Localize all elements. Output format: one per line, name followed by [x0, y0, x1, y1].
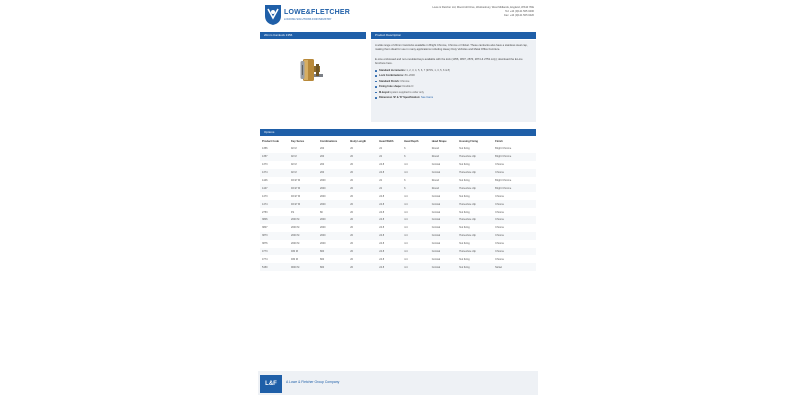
column-header: Product Code — [262, 139, 280, 143]
table-cell: 4.4 — [402, 216, 430, 224]
table-cell: 20 — [350, 242, 354, 246]
table-cell: Chrome — [493, 248, 536, 256]
table-cell: 93-97 M — [290, 194, 301, 198]
table-cell: Nut fixing — [459, 242, 470, 246]
table-cell: 20 — [348, 232, 377, 240]
table-cell: Conical — [431, 257, 441, 261]
table-cell: 5150 — [260, 263, 289, 271]
table-cell: 4.4 — [402, 248, 430, 256]
table-cell: 1374 — [260, 169, 289, 177]
camlock-icon — [300, 56, 324, 86]
column-header: Head Shape — [431, 139, 447, 143]
table-cell: 200 — [319, 163, 325, 167]
table-cell: 20 — [350, 163, 354, 167]
spec-label: Standard Finish: — [379, 79, 400, 83]
table-cell: 2000 — [318, 200, 348, 208]
table-cell: Horseshoe clip — [457, 248, 493, 256]
table-cell: 6 — [404, 179, 406, 182]
table-cell: Bright Chrome — [495, 179, 512, 182]
table-cell: 20 — [348, 153, 377, 161]
table-cell: Chrome — [493, 200, 536, 208]
table-cell: 3876 — [262, 242, 268, 246]
table-cell: 2000 M — [290, 226, 300, 230]
spec-value: Chrome — [400, 79, 410, 83]
table-row — [260, 153, 536, 161]
table-cell: 93-97 M — [289, 184, 318, 192]
column-header: Body Length — [350, 139, 367, 143]
table-cell: 24.8 — [379, 226, 385, 230]
table-cell: 4773 — [260, 248, 289, 256]
table-cell: Nut fixing — [459, 179, 470, 182]
table-cell: 20 — [350, 226, 354, 230]
table-cell: 4.4 — [404, 163, 408, 167]
table-row — [260, 224, 536, 232]
table-cell: 3807 — [262, 226, 268, 230]
table-cell: 2000 — [318, 232, 348, 240]
table-cell: Nut fixing — [459, 194, 470, 198]
table-cell: Round — [430, 184, 458, 192]
table-cell: FS — [290, 210, 295, 214]
table-cell: Conical — [430, 169, 458, 177]
table-cell: Conical — [431, 194, 441, 198]
table-cell: 2000 M — [289, 216, 318, 224]
table-cell: Horseshoe clip — [457, 200, 493, 208]
table-cell: 20 — [350, 210, 354, 214]
table-cell: 200 — [318, 169, 348, 177]
phone-line: Tel: +44 (0)121 505 0400 — [505, 10, 534, 13]
table-cell: 24.8 — [377, 263, 402, 271]
table-cell: Chrome — [495, 194, 505, 198]
table-cell: Nut fixing — [459, 226, 470, 230]
table-cell: 1447 — [260, 184, 289, 192]
group-company-text: A Lowe & Fletcher Group Company — [286, 380, 340, 384]
table-cell: 20 — [350, 179, 354, 182]
shield-logo-icon — [264, 4, 282, 26]
table-cell: 92 M — [290, 147, 297, 151]
table-cell: Horseshoe clip — [457, 216, 493, 224]
table-cell: Nut fixing — [459, 147, 470, 151]
table-cell: Nut fixing — [459, 210, 470, 214]
table-cell: 6 — [402, 184, 430, 192]
table-cell: Chrome — [493, 232, 536, 240]
table-cell: Round — [431, 179, 440, 182]
table-cell: 22 — [377, 184, 402, 192]
table-cell: 2000 — [319, 179, 326, 182]
table-cell: 2000 — [319, 242, 326, 246]
table-cell: 24.8 — [377, 216, 402, 224]
table-cell: Round — [430, 153, 458, 161]
table-cell: 22 — [377, 153, 402, 161]
table-row — [260, 200, 536, 208]
table-row — [260, 192, 536, 200]
column-header: Combinations — [319, 139, 338, 143]
table-cell: Nickel — [493, 263, 536, 271]
table-cell: Conical — [430, 263, 458, 271]
table-cell: 20 — [350, 147, 354, 151]
table-cell: Conical — [431, 242, 441, 246]
table-cell: 93-97 M — [289, 200, 318, 208]
table-cell: Conical — [430, 248, 458, 256]
table-cell: 4.4 — [404, 226, 408, 230]
table-cell: Chrome — [495, 226, 505, 230]
table-cell: Horseshoe clip — [457, 232, 493, 240]
spec-item — [375, 95, 531, 100]
column-header: Finish — [495, 139, 503, 143]
table-cell: 4.4 — [404, 194, 408, 198]
table-cell: 20 — [348, 216, 377, 224]
column-header: Housing Fixing — [459, 139, 479, 143]
table-cell: Chrome — [495, 210, 505, 214]
table-cell: 800 — [318, 248, 348, 256]
table-cell: Chrome — [493, 216, 536, 224]
table-cell: 1373 — [262, 163, 268, 167]
spec-value: 80–2000 — [404, 74, 415, 78]
table-cell: Bright Chrome — [493, 153, 536, 161]
table-row — [260, 263, 536, 271]
table-row — [260, 240, 536, 248]
table-cell: 6 — [402, 153, 430, 161]
table-cell: Conical — [430, 200, 458, 208]
table-cell: 4.4 — [402, 263, 430, 271]
brand-name: LOWE&FLETCHER — [284, 9, 350, 16]
table-cell: 2000 — [318, 184, 348, 192]
table-cell: Conical — [431, 226, 441, 230]
table-cell: 24.8 — [379, 210, 385, 214]
description-paragraph: A wide range of 20mm Camlocks available in Bright Chrome, Chrome or Nickel. These camlocks also have a stainless steel cap, making them ideal for use in many applications including Heavy Duty Vehicles and Metal Office Furniture. — [375, 44, 528, 51]
table-cell: Conical — [430, 216, 458, 224]
spec-list — [375, 68, 531, 100]
table-cell: Horseshoe clip — [457, 184, 493, 192]
table-row — [260, 248, 536, 256]
table-cell: Bright Chrome — [495, 147, 512, 151]
table-row — [260, 255, 536, 263]
address-line: Lowe & Fletcher Ltd, Moorcroft Drive, Wednesbury, West Midlands, England, WS10 7DE — [432, 6, 534, 9]
see-cams-link[interactable]: See Cams — [420, 96, 434, 100]
table-cell: 4.4 — [404, 242, 408, 246]
options-table — [260, 137, 536, 271]
table-cell: 2000 M — [289, 232, 318, 240]
table-cell: 24.8 — [377, 169, 402, 177]
datasheet-page — [258, 0, 538, 400]
table-cell: Round — [431, 147, 440, 151]
page-footer — [258, 371, 538, 395]
eline-paragraph: E-Line embossed and non-moulded keys available with the lock (1356, 3807, 2873, 2874 & 2753 only); download the E-Line brochure here. — [375, 58, 523, 65]
table-cell: 20 — [348, 248, 377, 256]
table-cell: 20 — [350, 194, 354, 198]
table-cell: 24.8 — [379, 242, 385, 246]
table-cell: 2000 — [319, 226, 326, 230]
table-cell: 800 — [318, 263, 348, 271]
table-cell: 2000 M — [290, 242, 300, 246]
spec-label: Lock Combinations: — [379, 74, 404, 78]
table-cell: 930 M — [290, 257, 298, 261]
brand-logo — [264, 4, 356, 26]
spec-value: Double D — [402, 85, 414, 89]
table-cell: Chrome — [495, 257, 505, 261]
table-cell: 20 — [350, 257, 354, 261]
table-cell: 4.4 — [402, 169, 430, 177]
table-cell: Conical — [430, 232, 458, 240]
options-table-body — [260, 145, 536, 271]
spec-value: 1, 2, 3, 4, 5, 6, 7 (970N, 1, 3, 5, 6 & 8) — [406, 69, 450, 72]
table-cell: Chrome — [495, 163, 505, 167]
table-cell: Bright Chrome — [493, 184, 536, 192]
table-cell: 2000 — [318, 216, 348, 224]
table-row — [260, 208, 536, 216]
column-header: Key Series — [290, 139, 305, 143]
spec-label: Dimension 'B' & 'D' Specification: — [379, 96, 421, 100]
table-cell: 4.4 — [402, 232, 430, 240]
description-panel-title: Product Description — [371, 32, 536, 39]
column-header: Head Depth — [404, 139, 419, 143]
table-cell: 4.4 — [404, 257, 408, 261]
table-cell: 20 — [348, 184, 377, 192]
table-cell: 1357 — [260, 153, 289, 161]
table-row — [260, 216, 536, 224]
table-cell: 20 — [348, 169, 377, 177]
company-address — [432, 6, 534, 18]
table-cell: 92 M — [289, 169, 318, 177]
table-cell: 80 — [319, 210, 323, 214]
lf-badge-logo: L&F — [260, 375, 282, 393]
table-cell: 9000 M — [289, 263, 318, 271]
table-cell: Conical — [431, 210, 441, 214]
table-header-row — [260, 137, 536, 145]
table-cell: 22 — [379, 179, 383, 182]
table-cell: 200 — [318, 153, 348, 161]
table-cell: Nut fixing — [459, 257, 470, 261]
table-cell: 93-97 M — [290, 179, 301, 182]
table-cell: Nut fixing — [459, 163, 470, 167]
table-cell: 92 M — [289, 153, 318, 161]
spec-label: M-keyed — [379, 90, 390, 94]
table-row — [260, 161, 536, 169]
table-row — [260, 169, 536, 177]
table-row — [260, 177, 536, 185]
column-header: Head Width — [379, 139, 394, 143]
table-cell: 4774 — [262, 257, 268, 261]
table-cell: 4.4 — [404, 210, 408, 214]
table-cell: Chrome — [493, 169, 536, 177]
table-cell: 1474 — [260, 200, 289, 208]
table-cell: 800 — [319, 257, 325, 261]
table-cell: Horseshoe clip — [457, 153, 493, 161]
table-cell: 92 M — [290, 163, 297, 167]
table-cell: 6 — [404, 147, 406, 151]
table-cell: Nut fixing — [457, 263, 493, 271]
spec-label: Fixing hole shape: — [379, 85, 402, 89]
table-cell: 24.8 — [377, 200, 402, 208]
table-cell: 3806 — [260, 216, 289, 224]
table-cell: 24.8 — [379, 194, 385, 198]
table-row — [260, 232, 536, 240]
table-cell: 20 — [348, 263, 377, 271]
table-cell: 4.4 — [402, 200, 430, 208]
page-header — [258, 0, 538, 30]
spec-label: Standard increments: — [379, 69, 406, 72]
options-panel-title: Options — [260, 129, 536, 136]
table-cell: 200 — [319, 147, 325, 151]
table-cell: 3873 — [260, 232, 289, 240]
table-cell: Horseshoe clip — [457, 169, 493, 177]
fax-line: Fax: +44 (0)121 505 0420 — [504, 14, 534, 17]
table-cell: 1356 — [262, 147, 268, 151]
table-cell: 930 M — [289, 248, 318, 256]
table-row — [260, 184, 536, 192]
table-cell: 24.8 — [377, 248, 402, 256]
spec-value: system supplied to order only — [390, 90, 424, 94]
table-cell: 1473 — [262, 194, 268, 198]
table-cell: 22 — [379, 147, 383, 151]
table-cell: 24.8 — [379, 257, 385, 261]
table-cell: 2753 — [262, 210, 268, 214]
product-description — [371, 40, 536, 122]
table-cell: Chrome — [495, 242, 505, 246]
table-row — [260, 145, 536, 153]
product-panel-title: 20mm Camlock 1356 — [260, 32, 366, 39]
brand-tagline: LOCKING SOLUTIONS FOR INDUSTRY — [284, 18, 332, 21]
table-cell: 24.8 — [379, 163, 385, 167]
table-cell: 1446 — [262, 179, 268, 182]
table-cell: Conical — [431, 163, 441, 167]
table-cell: 2000 — [319, 194, 326, 198]
table-cell: 24.8 — [377, 232, 402, 240]
table-cell: 20 — [348, 200, 377, 208]
